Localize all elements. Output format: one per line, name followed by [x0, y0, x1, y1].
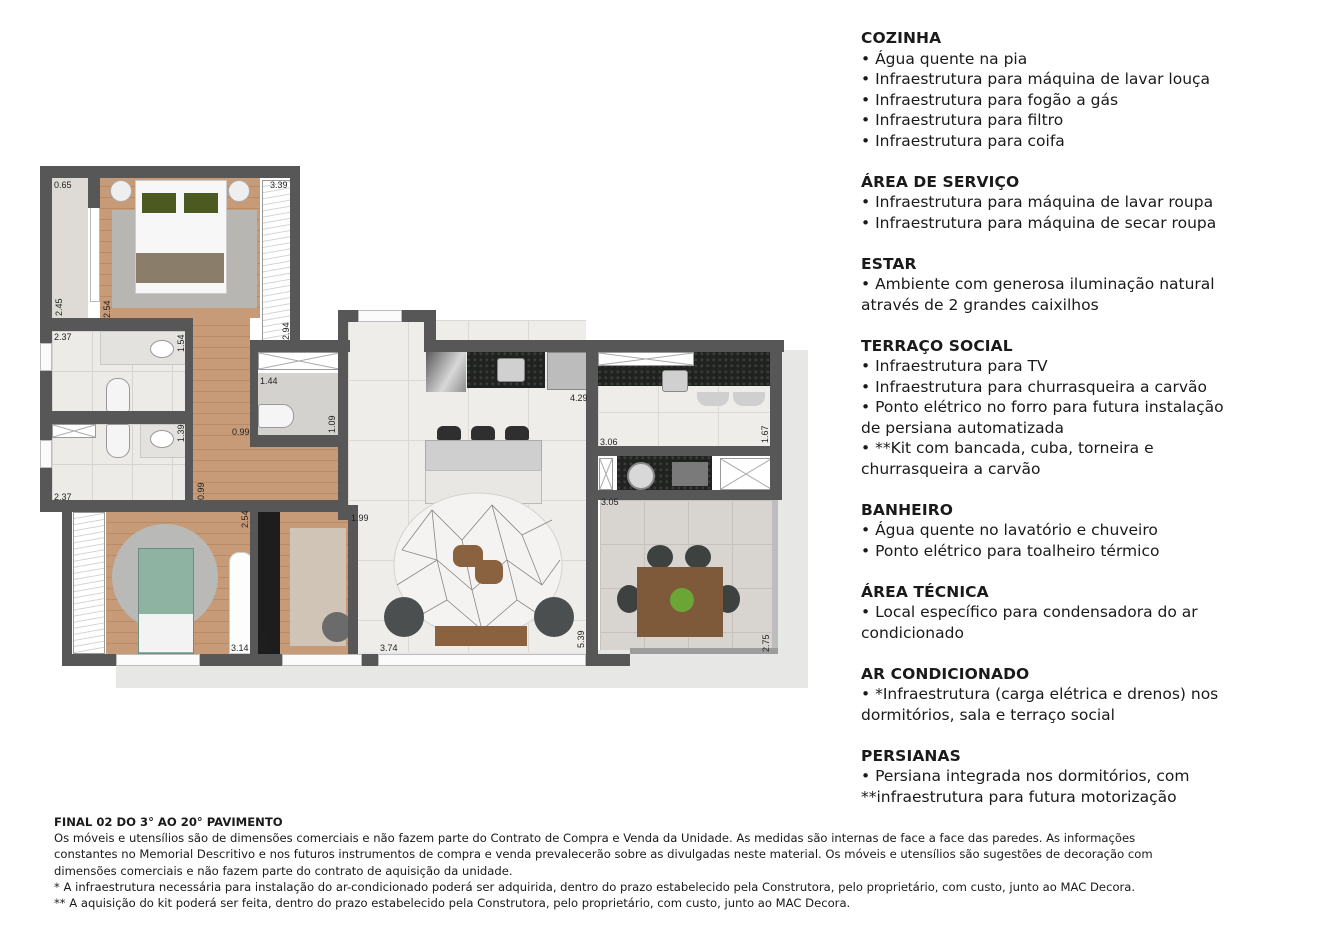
- window: [40, 343, 52, 371]
- table-plant: [670, 588, 694, 612]
- feature-item: • *Infraestrutura (carga elétrica e drenos) nos: [861, 685, 1219, 703]
- technical-area: [720, 458, 772, 490]
- walk-in-closet: [52, 178, 88, 318]
- terrace-shaft: [599, 458, 613, 490]
- dim-label: 2.54: [240, 510, 250, 528]
- wall: [192, 500, 348, 512]
- wall: [586, 446, 782, 456]
- feature-item: **infraestrutura para futura motorização: [861, 787, 1177, 806]
- dim-label: 3.05: [601, 497, 619, 507]
- bathroom-2-sink: [150, 430, 174, 448]
- bar-stool-1: [437, 426, 461, 440]
- terrace-glass-bottom: [630, 648, 778, 654]
- cooktop: [547, 352, 587, 390]
- dim-label: 1.99: [351, 513, 369, 523]
- section-title: AR CONDICIONADO: [861, 664, 1030, 683]
- fridge: [426, 352, 466, 392]
- notes-title: FINAL 02 DO 3° AO 20° PAVIMENTO: [54, 815, 283, 829]
- pillow-left: [142, 193, 176, 213]
- charcoal-grill: [672, 462, 708, 486]
- kitchen-sink: [497, 358, 525, 382]
- dim-label: 1.39: [176, 424, 186, 442]
- wall: [40, 318, 192, 331]
- bathroom-1-sink: [150, 340, 174, 358]
- wall: [62, 500, 72, 666]
- wall: [250, 435, 348, 447]
- dryer: [733, 392, 765, 406]
- bed-throw: [136, 253, 224, 283]
- dim-label: 3.14: [231, 643, 249, 653]
- bedroom-2-wardrobe: [73, 512, 105, 654]
- terrace-glass: [772, 500, 778, 652]
- wall: [586, 500, 598, 666]
- feature-item: churrasqueira a carvão: [861, 459, 1041, 478]
- section-title: TERRAÇO SOCIAL: [861, 336, 1013, 355]
- feature-item: • Água quente na pia: [861, 49, 1028, 68]
- dim-label: 2.94: [281, 322, 291, 340]
- section-ar-condicionado: [861, 664, 1301, 726]
- terrace-sink: [627, 462, 655, 490]
- note-line: Os móveis e utensílios são de dimensões comerciais e não fazem parte do Contrato de Compra e Venda da Unidade. As medidas são internas de face a face das paredes. As informações: [54, 831, 1136, 846]
- nightstand-left: [110, 180, 132, 202]
- dim-label: 1.67: [760, 425, 770, 443]
- feature-item: • Infraestrutura para churrasqueira a carvão: [861, 377, 1208, 396]
- nightstand-right: [228, 180, 250, 202]
- section-title: BANHEIRO: [861, 500, 954, 519]
- wall: [250, 340, 350, 352]
- feature-item: • **Kit com bancada, cuba, torneira e: [861, 439, 1154, 457]
- note-line: * A infraestrutura necessária para instalação do ar-condicionado poderá ser adquirida, dentro do prazo estabelecido pela Construtora, pelo proprietário, com custo, junto ao MAC Decora.: [54, 879, 1136, 894]
- feature-item: • Infraestrutura para máquina de lavar louça: [861, 70, 1211, 88]
- closet-door: [90, 205, 100, 302]
- window: [116, 654, 200, 666]
- feature-item: • Ponto elétrico para toalheiro térmico: [861, 541, 1160, 560]
- feature-item: • Infraestrutura para fogão a gás: [861, 90, 1119, 109]
- dim-label: 2.45: [54, 298, 64, 316]
- section-title: COZINHA: [861, 29, 942, 47]
- section-area-tecnica: [861, 582, 1301, 644]
- feature-item: • Persiana integrada nos dormitórios, com: [861, 767, 1190, 785]
- kitchen-island: [425, 440, 542, 472]
- dim-label: 3.39: [270, 180, 288, 190]
- window: [378, 654, 586, 666]
- single-bed: [138, 548, 194, 654]
- note-line: ** A aquisição do kit poderá ser feita, dentro do prazo estabelecido pela Construtora, pelo proprietário, com custo, junto ao MAC Decora.: [54, 896, 851, 911]
- coffee-table-2: [475, 560, 503, 584]
- dim-label: 0.99: [232, 427, 250, 437]
- section-persianas: [861, 746, 1301, 808]
- lavabo-toilet: [258, 404, 294, 428]
- section-title: ÁREA TÉCNICA: [861, 582, 989, 601]
- bar-stool-2: [471, 426, 495, 440]
- wall: [586, 352, 598, 502]
- office-shelf: [258, 512, 280, 654]
- bar-stool-3: [505, 426, 529, 440]
- wall: [88, 178, 100, 208]
- feature-item: • Local específico para condensadora do ar: [861, 603, 1198, 621]
- dim-label: 2.75: [761, 634, 771, 652]
- dim-label: 2.37: [54, 492, 72, 502]
- wall: [348, 505, 358, 665]
- floor-plan: [0, 0, 840, 700]
- wall: [200, 654, 282, 666]
- service-sink: [662, 370, 688, 392]
- wall: [338, 310, 358, 322]
- wall: [250, 502, 258, 664]
- single-bed-pillow: [139, 614, 193, 652]
- window: [282, 654, 362, 666]
- dim-label: 1.54: [176, 334, 186, 352]
- window: [40, 440, 52, 468]
- washer: [697, 392, 729, 406]
- feature-item: através de 2 grandes caixilhos: [861, 295, 1099, 314]
- armchair-right: [534, 597, 574, 637]
- window: [358, 310, 402, 322]
- terrace-chair-2: [685, 545, 711, 569]
- dim-label: 5.39: [576, 630, 586, 648]
- lavabo-shaft: [258, 352, 340, 370]
- hall-lower-floor: [192, 446, 342, 504]
- master-wardrobe: [262, 180, 292, 342]
- bathroom-1-toilet: [106, 378, 130, 412]
- dim-label: 4.29: [570, 393, 588, 403]
- wall: [40, 411, 192, 424]
- wall: [290, 166, 300, 341]
- tv-console: [435, 626, 527, 646]
- dim-label: 3.06: [600, 437, 618, 447]
- wall: [250, 340, 258, 440]
- dim-label: 0.65: [54, 180, 72, 190]
- feature-item: de persiana automatizada: [861, 418, 1065, 437]
- section-terraco-social: [861, 336, 1301, 480]
- section-banheiro: [861, 500, 1301, 562]
- double-bed: [135, 180, 227, 294]
- section-title: ÁREA DE SERVIÇO: [861, 172, 1020, 191]
- features-list: [861, 28, 1301, 828]
- dim-label: 3.74: [380, 643, 398, 653]
- feature-item: • Infraestrutura para máquina de secar roupa: [861, 213, 1217, 232]
- dim-label: 2.37: [54, 332, 72, 342]
- terrace-chair-1: [647, 545, 673, 569]
- wall: [770, 340, 782, 500]
- wall: [338, 310, 348, 520]
- feature-item: • Água quente no lavatório e chuveiro: [861, 521, 1158, 539]
- dim-label: 1.09: [327, 415, 337, 433]
- section-title: ESTAR: [861, 254, 917, 273]
- feature-item: • Infraestrutura para coifa: [861, 131, 1065, 150]
- wall: [424, 340, 784, 352]
- feature-item: • Infraestrutura para TV: [861, 357, 1048, 375]
- feature-item: • Ponto elétrico no forro para futura instalação: [861, 398, 1224, 416]
- service-shaft: [598, 352, 694, 366]
- feature-item: condicionado: [861, 623, 964, 642]
- bathroom-2-toilet: [106, 424, 130, 458]
- note-line: constantes no Memorial Descritivo e nos futuros instrumentos de compra e venda prevalecerão sobre as divulgadas neste material. Os móveis e utensílios são sugestões de decoração com: [54, 847, 1153, 862]
- feature-item: • Infraestrutura para filtro: [861, 111, 1064, 129]
- bathroom-2-shaft: [52, 424, 96, 438]
- dim-label: 2.54: [259, 634, 269, 652]
- armchair-left: [384, 597, 424, 637]
- wall: [40, 166, 52, 331]
- feature-item: dormitórios, sala e terraço social: [861, 705, 1115, 724]
- dim-label: 0.99: [196, 482, 206, 500]
- feature-item: • Infraestrutura para máquina de lavar roupa: [861, 193, 1214, 211]
- section-estar: [861, 254, 1301, 316]
- wall: [362, 654, 378, 666]
- wall: [62, 654, 116, 666]
- wall: [40, 166, 300, 178]
- disclaimer-notes: [54, 814, 1314, 911]
- dim-label: 1.44: [260, 376, 278, 386]
- note-line: dimensões comerciais e não fazem parte do contrato de aquisição da unidade.: [54, 863, 513, 878]
- feature-item: • Ambiente com generosa iluminação natural: [861, 275, 1215, 293]
- section-title: PERSIANAS: [861, 746, 961, 765]
- pillow-right: [184, 193, 218, 213]
- dim-label: 2.54: [102, 300, 112, 318]
- section-area-servico: [861, 172, 1301, 234]
- section-cozinha: [861, 28, 1301, 151]
